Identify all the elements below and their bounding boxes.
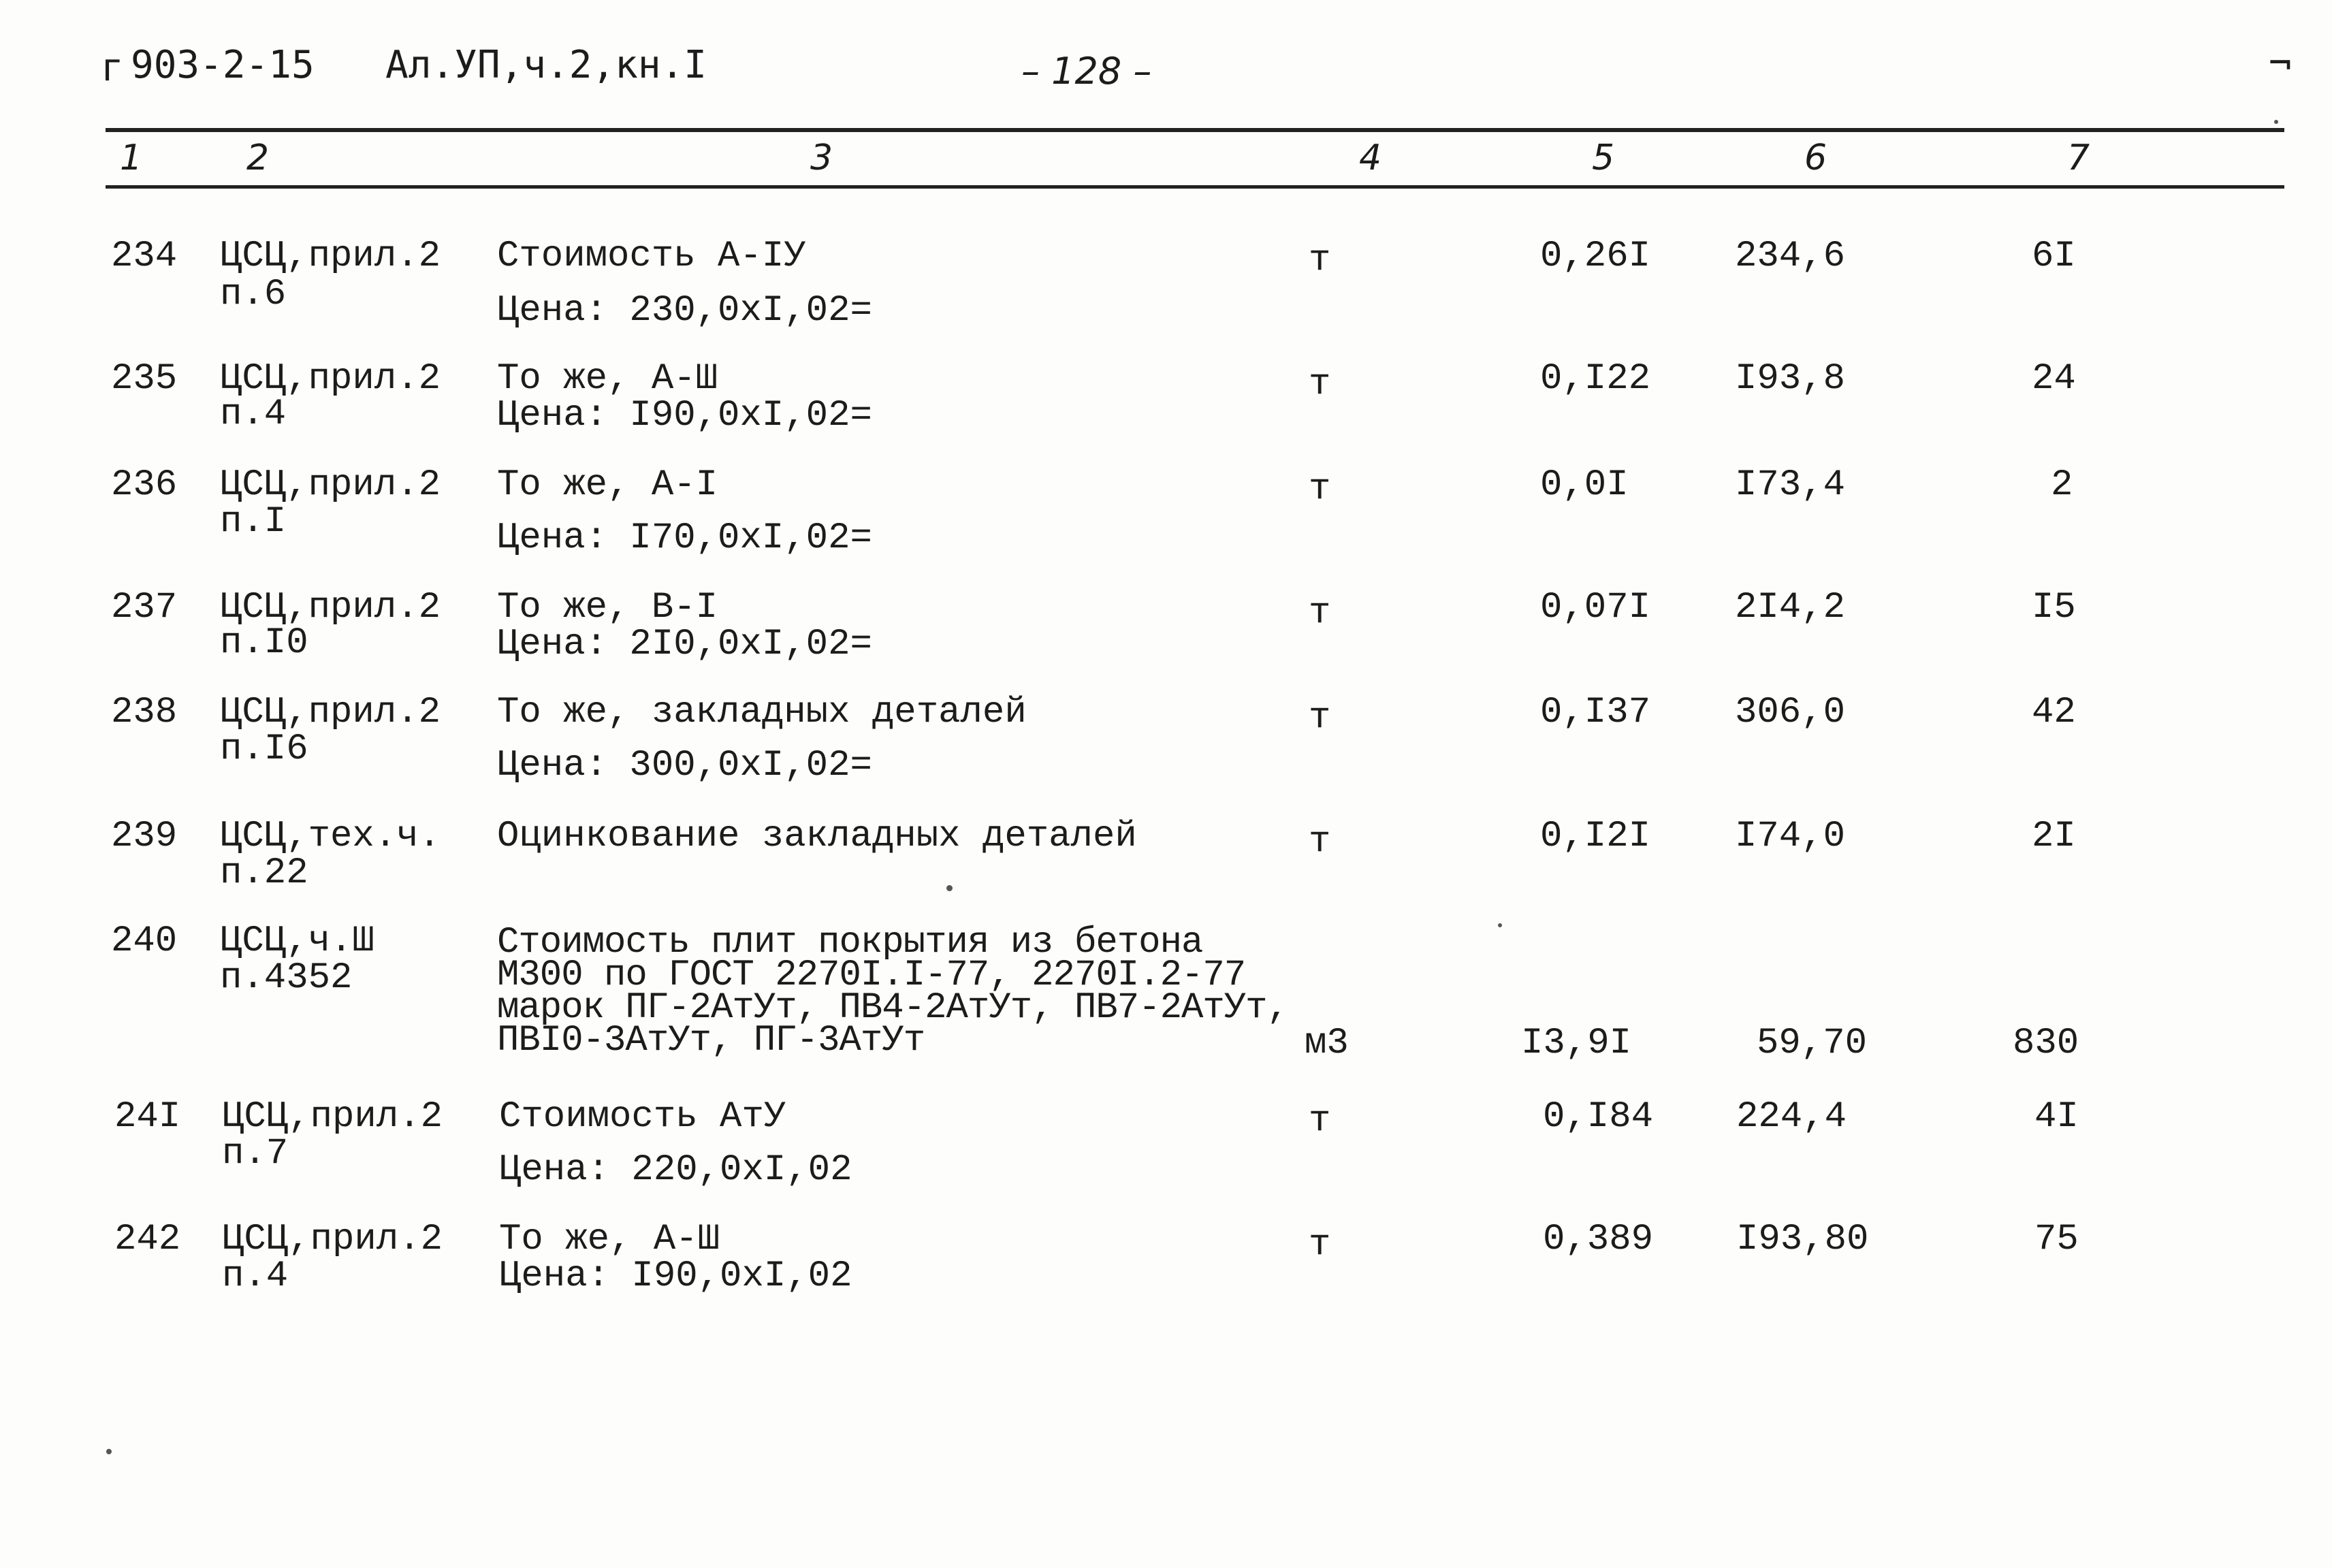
price-line: Цена: I90,0хI,02 — [499, 1255, 852, 1297]
reference-item: п.4 — [220, 394, 287, 435]
total-cost: 75 — [2034, 1219, 2079, 1260]
reference-item: п.6 — [220, 274, 287, 315]
reference-item: п.22 — [220, 852, 308, 894]
quantity: 0,I37 — [1540, 692, 1651, 733]
unit: т — [1309, 821, 1331, 863]
quantity: 0,0I — [1540, 464, 1629, 506]
reference-source: ЦСЦ,прил.2 — [220, 358, 441, 400]
unit: т — [1309, 697, 1331, 739]
total-cost: I5 — [2032, 587, 2076, 628]
reference-item: п.4352 — [220, 957, 353, 999]
page-number: – 128 – — [1021, 50, 1152, 93]
description-line: М300 по ГОСТ 2270I.I-77, 2270I.2-77 — [497, 955, 1246, 996]
unit-price: 306,0 — [1735, 692, 1846, 733]
project-code: 903-2-15 — [131, 43, 315, 87]
total-cost: 6I — [2032, 236, 2076, 277]
reference-source: ЦСЦ,прил.2 — [220, 587, 441, 628]
reference-source: ЦСЦ,прил.2 — [222, 1096, 443, 1138]
quantity: I3,9I — [1521, 1023, 1632, 1064]
reference-item: п.7 — [222, 1133, 289, 1174]
corner-mark-left: г — [101, 46, 124, 90]
row-number: 236 — [111, 464, 178, 506]
column-number-3: 3 — [810, 138, 833, 178]
unit-price: 234,6 — [1735, 236, 1846, 277]
price-line: Цена: I70,0хI,02= — [497, 517, 872, 559]
quantity: 0,I2I — [1540, 816, 1651, 857]
unit: т — [1309, 1100, 1331, 1142]
scan-speck — [2274, 120, 2278, 124]
row-number: 237 — [111, 587, 178, 628]
total-cost: 4I — [2034, 1096, 2079, 1138]
total-cost: 24 — [2032, 358, 2076, 400]
reference-source: ЦСЦ,прил.2 — [220, 692, 441, 733]
quantity: 0,I22 — [1540, 358, 1651, 400]
price-line: Цена: 230,0хI,02= — [497, 290, 872, 332]
column-number-6: 6 — [1804, 138, 1827, 178]
reference-source: ЦСЦ,тех.ч. — [220, 816, 441, 857]
unit: т — [1309, 468, 1331, 510]
unit-price: I73,4 — [1735, 464, 1846, 506]
total-cost: 830 — [2013, 1023, 2079, 1064]
reference-source: ЦСЦ,прил.2 — [220, 464, 441, 506]
album-reference: Ал.УП,ч.2,кн.I — [385, 43, 707, 87]
scan-speck — [1498, 923, 1502, 927]
scan-speck — [106, 1449, 112, 1454]
price-line: Цена: 220,0хI,02 — [499, 1149, 852, 1191]
description-line: То же, А-Ш — [497, 358, 718, 400]
column-number-5: 5 — [1592, 138, 1615, 178]
quantity: 0,26I — [1540, 236, 1651, 277]
quantity: 0,I84 — [1543, 1096, 1654, 1138]
header-bottom-rule — [106, 185, 2284, 189]
unit-price: I93,80 — [1736, 1219, 1869, 1260]
price-line: Цена: 300,0хI,02= — [497, 745, 872, 786]
reference-source: ЦСЦ,прил.2 — [220, 236, 441, 277]
quantity: 0,07I — [1540, 587, 1651, 628]
description-line: Стоимость АтУ — [499, 1096, 786, 1138]
column-number-7: 7 — [2067, 138, 2090, 178]
unit-price: I93,8 — [1735, 358, 1846, 400]
row-number: 24I — [114, 1096, 181, 1138]
unit: т — [1309, 364, 1331, 405]
row-number: 235 — [111, 358, 178, 400]
description-line: ПВI0-3АтУт, ПГ-3АтУт — [497, 1020, 925, 1061]
unit-price: 2I4,2 — [1735, 587, 1846, 628]
unit: т — [1309, 592, 1331, 634]
unit-price: 59,70 — [1757, 1023, 1868, 1064]
scan-speck — [946, 885, 953, 891]
total-cost: 42 — [2032, 692, 2076, 733]
unit-price: I74,0 — [1735, 816, 1846, 857]
column-number-1: 1 — [120, 138, 143, 178]
unit-price: 224,4 — [1736, 1096, 1847, 1138]
price-line: Цена: 2I0,0хI,02= — [497, 624, 872, 665]
reference-item: п.I0 — [220, 622, 308, 664]
description-line: То же, В-I — [497, 587, 718, 628]
unit: т — [1309, 1224, 1331, 1266]
total-cost: 2 — [2051, 464, 2073, 506]
row-number: 240 — [111, 921, 178, 962]
price-line: Цена: I90,0хI,02= — [497, 395, 872, 436]
reference-item: п.4 — [222, 1255, 289, 1297]
reference-item: п.I — [220, 501, 287, 543]
row-number: 234 — [111, 236, 178, 277]
column-number-2: 2 — [246, 138, 270, 178]
reference-item: п.I6 — [220, 729, 308, 770]
unit: т — [1309, 240, 1331, 281]
corner-mark-right: ¬ — [2269, 42, 2292, 86]
quantity: 0,389 — [1543, 1219, 1654, 1260]
unit: м3 — [1305, 1023, 1349, 1064]
description-line: Стоимость плит покрытия из бетона — [497, 922, 1203, 963]
reference-source: ЦСЦ,ч.Ш — [220, 921, 374, 962]
description-line: Оцинкование закладных деталей — [497, 816, 1137, 857]
reference-source: ЦСЦ,прил.2 — [222, 1219, 443, 1260]
description-line: То же, А-Ш — [499, 1219, 720, 1260]
description-line: марок ПГ-2АтУт, ПВ4-2АтУт, ПВ7-2АтУт, — [497, 987, 1288, 1029]
header-top-rule — [106, 128, 2284, 132]
row-number: 238 — [111, 692, 178, 733]
description-line: Стоимость А-IУ — [497, 236, 806, 277]
row-number: 239 — [111, 816, 178, 857]
description-line: То же, закладных деталей — [497, 692, 1027, 733]
column-number-4: 4 — [1359, 138, 1382, 178]
row-number: 242 — [114, 1219, 181, 1260]
description-line: То же, А-I — [497, 464, 718, 506]
total-cost: 2I — [2032, 816, 2076, 857]
